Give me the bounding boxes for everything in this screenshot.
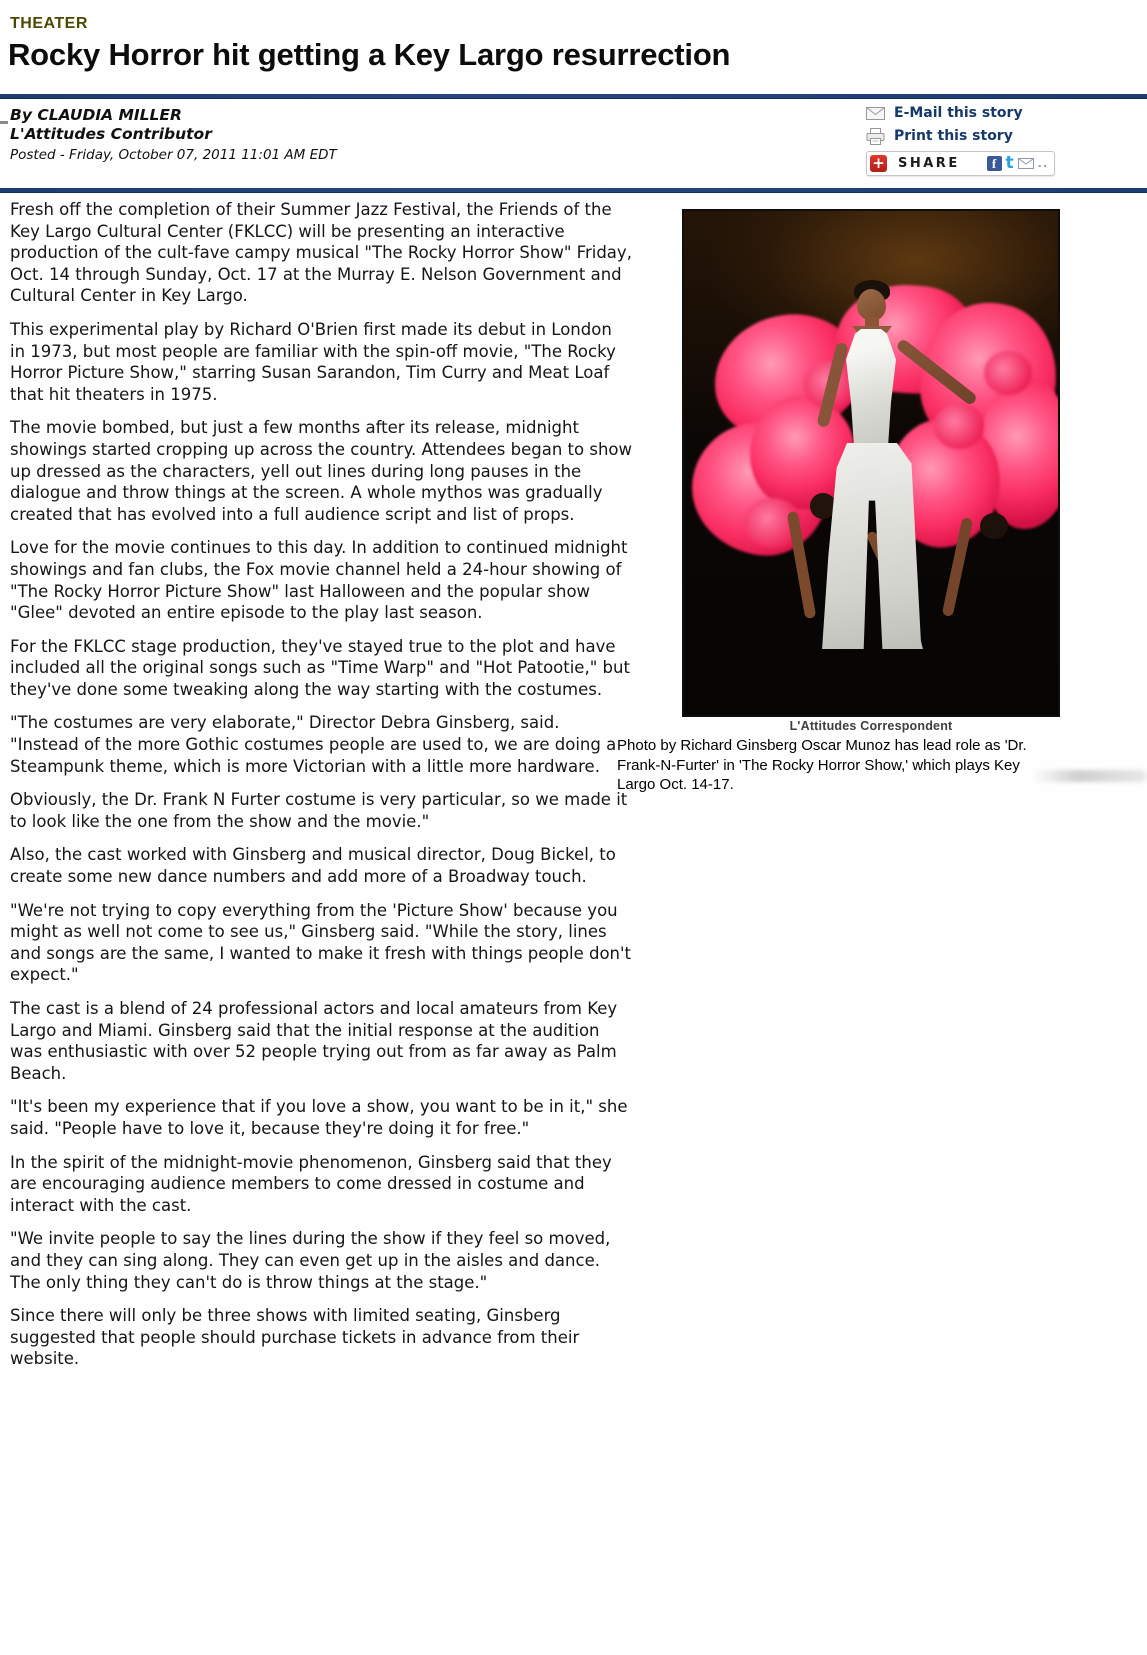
article-paragraph: Love for the movie continues to this day. In addition to continued midnight showings and fan clubs, the Fox movie channel held a 24-hour showing of "The Rocky Horror Picture Show" last Halloween and the popular show "Glee" devoted an entire episode to the play last season. xyxy=(10,538,628,623)
article-paragraph: Fresh off the completion of their Summer Jazz Festival, the Friends of the Key Largo Cultural Center (FKLCC) will be presenting an interactive production of the cult-fave campy musical "The Rocky Horror Show" Friday, Oct. 14 through Sunday, Oct. 17 at the Murray E. Nelson Government and Cultural Center in Key Largo. xyxy=(10,200,632,306)
performer-white-gown-top xyxy=(846,329,896,447)
share-icons xyxy=(987,156,1049,171)
stage-photo xyxy=(682,209,1060,717)
printer-icon xyxy=(866,128,885,145)
article-paragraph: In the spirit of the midnight-movie phenomenon, Ginsberg said that they are encouraging audience members to come dressed in costume and interact with the cast. xyxy=(10,1152,612,1215)
print-story-link[interactable] xyxy=(866,126,1147,146)
byline-block xyxy=(10,106,337,164)
article-paragraph: Obviously, the Dr. Frank N Furter costume is very particular, so we made it to look like the one from the show and the movie." xyxy=(10,790,628,831)
headline-divider xyxy=(0,94,1147,98)
dancer-head xyxy=(980,513,1008,539)
feather-tuft xyxy=(984,351,1032,395)
article-paragraph: "The costumes are very elaborate," Director Debra Ginsberg, said. "Instead of the more Gothic costumes people are used to, we are doing a Steampunk theme, which is more Victorian with a little more hardware. xyxy=(10,713,617,776)
article-paragraph: For the FKLCC stage production, they've stayed true to the plot and have included all the original songs such as "Time Warp" and "Hot Patootie," but they've done some tweaking along the way starting with the costumes. xyxy=(10,636,630,699)
article-paragraph: This experimental play by Richard O'Brien first made its debut in London in 1973, but most people are familiar with the spin-off movie, "The Rocky Horror Picture Show," starring Susan Sarandon, Tim Curry and Meat Loaf that hit theaters in 1975. xyxy=(10,319,616,404)
facebook-icon[interactable] xyxy=(987,156,1002,171)
article-paragraph: "We're not trying to copy everything from the 'Picture Show' because you might as well not come to see us," Ginsberg said. "While the story, lines and songs are the same, I wanted to make it fresh with things people don't expect." xyxy=(10,900,632,985)
byline-role: L'Attitudes Contributor xyxy=(10,125,212,143)
story-actions xyxy=(866,103,1147,176)
story-photo-figure xyxy=(682,209,1060,733)
article-headline: Rocky Horror hit getting a Key Largo resurrection xyxy=(8,37,731,72)
article-paragraph: Also, the cast worked with Ginsberg and musical director, Doug Bickel, to create some new dance numbers and add more of a Broadway touch. xyxy=(10,845,616,887)
article-paragraph: "It's been my experience that if you love a show, you want to be in it," she said. "People have to love it, because they're doing it for free." xyxy=(10,1097,628,1138)
print-story-label: Print this story xyxy=(894,128,1013,144)
photo-caption: Photo by Richard Ginsberg Oscar Munoz has lead role as 'Dr. Frank-N-Furter' in 'The Rocky Horror Show,' which plays Key Largo Oct. 14-17. xyxy=(617,737,1027,793)
twitter-icon[interactable] xyxy=(1006,156,1014,171)
scan-artifact-smudge xyxy=(1032,770,1147,782)
byline-posted-date: Posted - Friday, October 07, 2011 11:01 AM EDT xyxy=(10,147,337,163)
share-plus-icon xyxy=(870,155,887,172)
email-story-link[interactable] xyxy=(866,103,1147,123)
article-paragraph: "We invite people to say the lines during the show if they feel so moved, and they can sing along. They can even get up in the aisles and dance. The only thing they can't do is throw things at the stage." xyxy=(10,1229,611,1292)
byline-divider xyxy=(0,188,1147,192)
email-story-label: E-Mail this story xyxy=(894,105,1023,121)
feather-tuft xyxy=(934,403,984,449)
article-paragraph: Since there will only be three shows with limited seating, Ginsberg suggested that people should purchase tickets in advance from their website. xyxy=(10,1306,580,1369)
email-icon xyxy=(866,107,885,120)
share-email-icon[interactable] xyxy=(1018,158,1034,169)
photo-credit: L'Attitudes Correspondent xyxy=(789,719,953,733)
article-paragraph: The cast is a blend of 24 professional actors and local amateurs from Key Largo and Miami. Ginsberg said that the initial response at the audition was enthusiastic with over 52 people trying out from as far away as Palm Beach. xyxy=(10,999,618,1083)
article-body xyxy=(10,199,632,1382)
share-widget[interactable] xyxy=(866,151,1055,176)
dancer-head xyxy=(810,493,836,519)
byline-author: By CLAUDIA MILLER xyxy=(10,106,182,124)
scan-artifact-dash xyxy=(0,121,8,124)
share-label: SHARE xyxy=(898,156,960,171)
article-paragraph: The movie bombed, but just a few months after its release, midnight showings started cropping up across the country. Attendees began to show up dressed as the characters, yell out lines during long pauses in the dialogue and throw things at the screen. A whole mythos was gradually created that has evolved into a full audience script and list of props. xyxy=(10,418,632,524)
section-kicker: THEATER xyxy=(10,15,88,32)
share-more-button[interactable]: .. xyxy=(1037,157,1048,170)
